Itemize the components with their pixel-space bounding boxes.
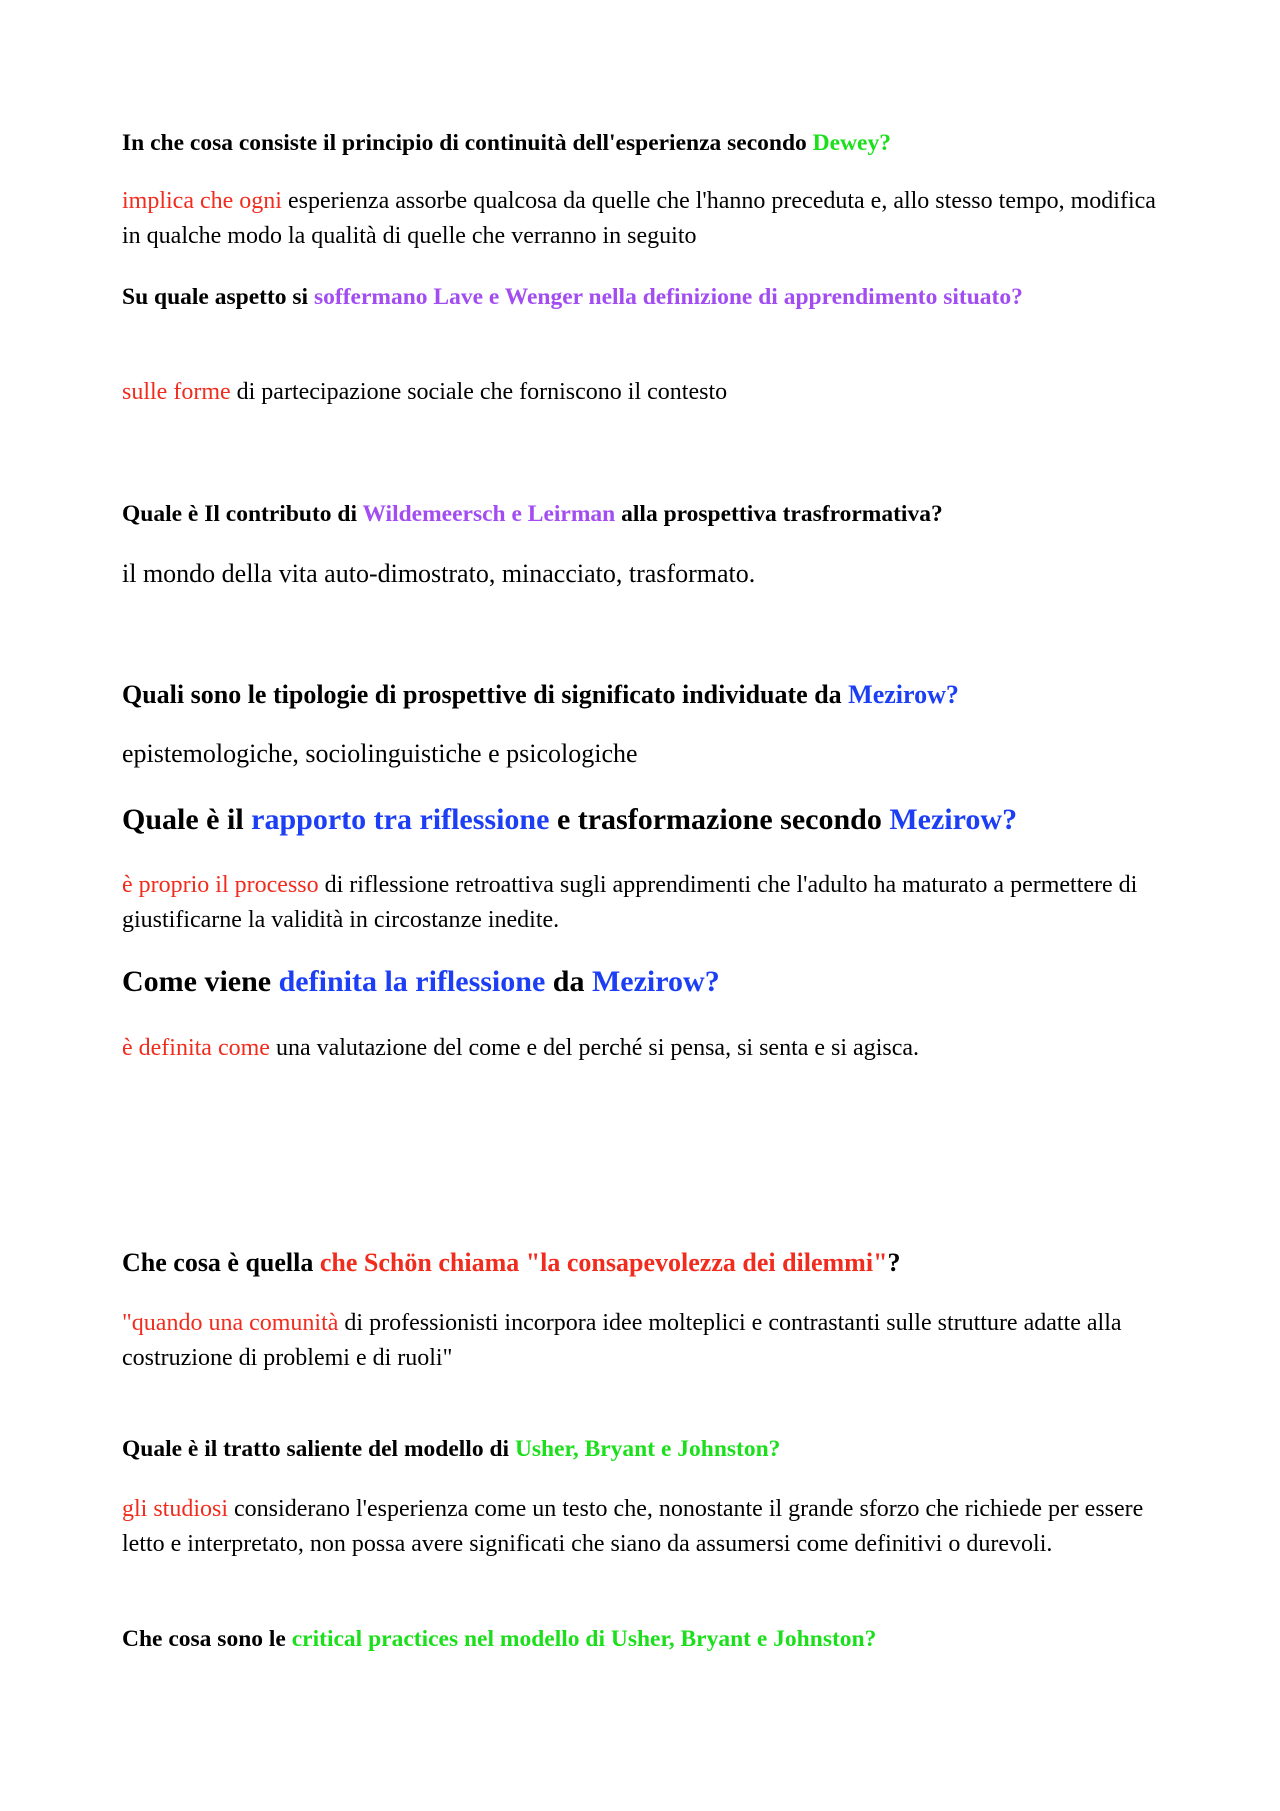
answer-1 bbox=[122, 184, 1172, 254]
question-highlight: critical practices nel modello di Usher, Bryant e Johnston? bbox=[291, 1626, 877, 1652]
question-text: Quale è Il contributo di bbox=[122, 501, 363, 527]
question-text: In che cosa consiste il principio di continuità dell'esperienza secondo bbox=[122, 130, 813, 156]
answer-4 bbox=[122, 736, 1172, 772]
answer-highlight: è proprio il processo bbox=[122, 872, 319, 898]
question-5 bbox=[122, 800, 1172, 840]
question-4 bbox=[122, 678, 1172, 712]
question-highlight: Usher, Bryant e Johnston? bbox=[514, 1436, 781, 1462]
answer-6 bbox=[122, 1031, 1172, 1066]
question-text: Quali sono le tipologie di prospettive di significato individuate da bbox=[122, 680, 849, 709]
answer-text: una valutazione del come e del perché si pensa, si senta e si agisca. bbox=[269, 1035, 920, 1061]
answer-8 bbox=[122, 1492, 1172, 1562]
question-text-end: alla prospettiva trasfrormativa? bbox=[615, 501, 943, 527]
question-highlight-2: Mezirow? bbox=[889, 803, 1018, 836]
answer-text: esperienza assorbe qualcosa da quelle che l'hanno preceduta e, allo stesso tempo, modifica in qualche modo la qualità di quelle che verranno in seguito bbox=[122, 188, 1156, 249]
answer-text: considerano l'esperienza come un testo che, nonostante il grande sforzo che richiede per essere letto e interpretato, non possa avere significati che siano da assumersi come definitivi o durevoli. bbox=[122, 1496, 1144, 1557]
question-2 bbox=[122, 280, 1172, 314]
question-3 bbox=[122, 497, 1172, 531]
question-9 bbox=[122, 1622, 1172, 1656]
question-highlight: che Schön chiama "la consapevolezza dei dilemmi" bbox=[319, 1248, 888, 1277]
question-highlight: definita la riflessione bbox=[278, 965, 546, 998]
question-highlight: rapporto tra riflessione bbox=[251, 803, 550, 836]
answer-highlight: "quando una comunità bbox=[122, 1310, 339, 1336]
answer-5 bbox=[122, 868, 1172, 938]
answer-highlight: implica che ogni bbox=[122, 188, 282, 214]
question-text: Che cosa sono le bbox=[122, 1626, 292, 1652]
question-text: Su quale aspetto si bbox=[122, 284, 314, 310]
answer-highlight: gli studiosi bbox=[122, 1496, 229, 1522]
answer-text: epistemologiche, sociolinguistiche e psicologiche bbox=[122, 739, 638, 768]
answer-2 bbox=[122, 375, 1172, 410]
question-text: Che cosa è quella bbox=[122, 1248, 320, 1277]
question-text-mid: da bbox=[545, 965, 592, 998]
answer-text: di partecipazione sociale che forniscono il contesto bbox=[230, 379, 728, 405]
question-highlight-2: Mezirow? bbox=[591, 965, 720, 998]
question-highlight: soffermano Lave e Wenger nella definizione di apprendimento situato? bbox=[313, 284, 1023, 310]
question-highlight: Wildemeersch e Leirman bbox=[362, 501, 616, 527]
question-highlight: Dewey? bbox=[812, 130, 891, 156]
question-6 bbox=[122, 962, 1172, 1002]
question-1 bbox=[122, 126, 1172, 160]
question-text: Quale è il tratto saliente del modello di bbox=[122, 1436, 515, 1462]
question-7 bbox=[122, 1246, 1172, 1280]
answer-highlight: sulle forme bbox=[122, 379, 231, 405]
answer-highlight: è definita come bbox=[122, 1035, 270, 1061]
question-text-end: ? bbox=[887, 1248, 901, 1277]
answer-text: di riflessione retroattiva sugli apprendimenti che l'adulto ha maturato a permettere di giustificarne la validità in circostanze inedite. bbox=[122, 872, 1138, 933]
question-text: Quale è il bbox=[122, 803, 252, 836]
answer-7 bbox=[122, 1306, 1172, 1376]
question-8 bbox=[122, 1432, 1172, 1466]
answer-text: di professionisti incorpora idee molteplici e contrastanti sulle strutture adatte alla costruzione di problemi e di ruoli" bbox=[122, 1310, 1122, 1371]
answer-3 bbox=[122, 556, 1172, 592]
question-highlight: Mezirow? bbox=[848, 680, 959, 709]
answer-text: il mondo della vita auto-dimostrato, minacciato, trasformato. bbox=[122, 559, 756, 588]
question-text: Come viene bbox=[122, 965, 279, 998]
question-text-mid: e trasformazione secondo bbox=[549, 803, 890, 836]
